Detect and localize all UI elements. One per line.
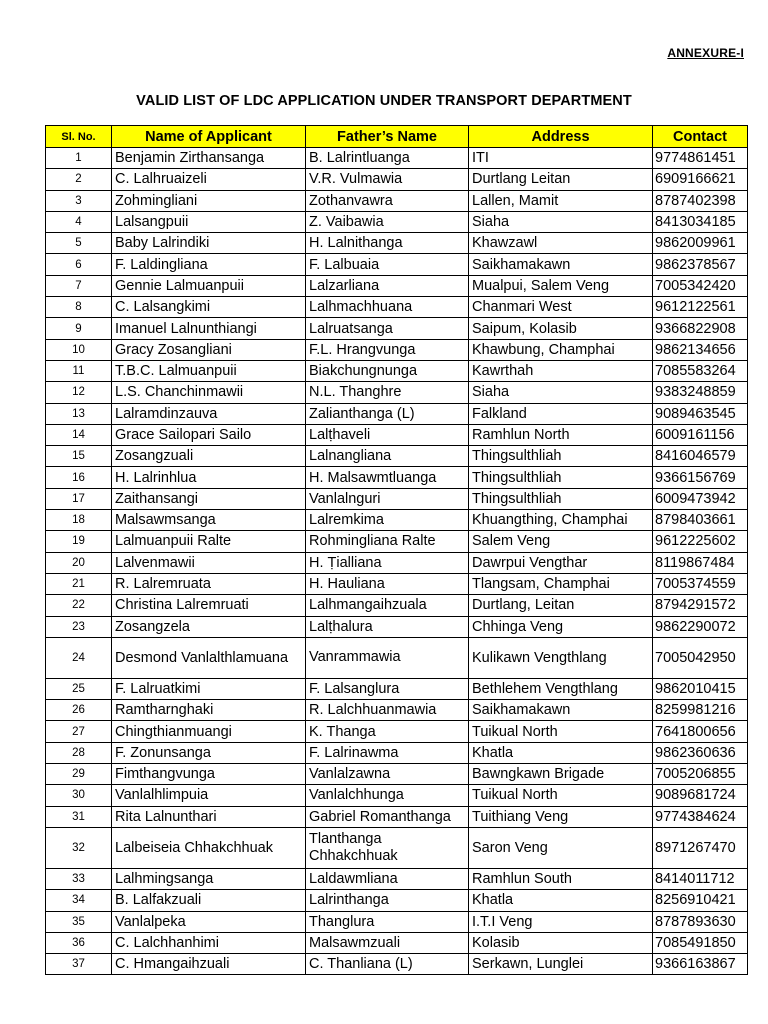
cell-address: Thingsulthliah (469, 467, 653, 488)
cell-address: I.T.I Veng (469, 911, 653, 932)
cell-contact: 9612122561 (653, 297, 748, 318)
cell-sl-no: 14 (46, 424, 112, 445)
cell-applicant-name: Desmond Vanlalthlamuana (112, 637, 306, 678)
table-row (46, 742, 748, 763)
document-title: VALID LIST OF LDC APPLICATION UNDER TRANSPORT DEPARTMENT (136, 93, 632, 109)
cell-contact: 9862360636 (653, 742, 748, 763)
cell-sl-no: 24 (46, 637, 112, 678)
cell-sl-no: 10 (46, 339, 112, 360)
column-header-sl-no: Sl. No. (46, 126, 112, 148)
cell-applicant-name: Christina Lalremruati (112, 595, 306, 616)
cell-sl-no: 22 (46, 595, 112, 616)
cell-address: Khawbung, Champhai (469, 339, 653, 360)
cell-father-name: Biakchungnunga (306, 360, 469, 381)
applicant-table (45, 125, 748, 975)
table-body (46, 148, 748, 975)
cell-sl-no: 33 (46, 868, 112, 889)
cell-applicant-name: L.S. Chanchinmawii (112, 382, 306, 403)
table-row (46, 531, 748, 552)
cell-address: Siaha (469, 211, 653, 232)
table-row (46, 764, 748, 785)
table-row (46, 148, 748, 169)
table-row (46, 382, 748, 403)
cell-sl-no: 30 (46, 785, 112, 806)
cell-contact: 9862010415 (653, 678, 748, 699)
cell-contact: 8787402398 (653, 190, 748, 211)
cell-applicant-name: Vanlalhlimpuia (112, 785, 306, 806)
cell-sl-no: 19 (46, 531, 112, 552)
table-row (46, 169, 748, 190)
cell-sl-no: 29 (46, 764, 112, 785)
cell-father-name: H. Hauliana (306, 573, 469, 594)
cell-applicant-name: R. Lalremruata (112, 573, 306, 594)
cell-address: Falkland (469, 403, 653, 424)
cell-address: Mualpui, Salem Veng (469, 275, 653, 296)
cell-address: Khatla (469, 742, 653, 763)
cell-sl-no: 2 (46, 169, 112, 190)
cell-father-name: R. Lalchhuanmawia (306, 700, 469, 721)
cell-applicant-name: Fimthangvunga (112, 764, 306, 785)
column-header-father: Father’s Name (306, 126, 469, 148)
table-row (46, 424, 748, 445)
cell-applicant-name: Lalhmingsanga (112, 868, 306, 889)
cell-address: Chanmari West (469, 297, 653, 318)
table-row (46, 211, 748, 232)
cell-address: Khawzawl (469, 233, 653, 254)
cell-address: Ramhlun South (469, 868, 653, 889)
cell-sl-no: 32 (46, 827, 112, 868)
cell-address: ITI (469, 148, 653, 169)
cell-address: Serkawn, Lunglei (469, 954, 653, 975)
table-row (46, 275, 748, 296)
cell-contact: 8416046579 (653, 446, 748, 467)
cell-contact: 9862290072 (653, 616, 748, 637)
cell-contact: 9089463545 (653, 403, 748, 424)
table-row (46, 297, 748, 318)
cell-contact: 8798403661 (653, 510, 748, 531)
cell-applicant-name: Lalvenmawii (112, 552, 306, 573)
cell-applicant-name: H. Lalrinhlua (112, 467, 306, 488)
cell-address: Ramhlun North (469, 424, 653, 445)
table-row (46, 190, 748, 211)
cell-address: Kawrthah (469, 360, 653, 381)
table-row (46, 552, 748, 573)
cell-address: Siaha (469, 382, 653, 403)
cell-address: Lallen, Mamit (469, 190, 653, 211)
cell-applicant-name: Imanuel Lalnunthiangi (112, 318, 306, 339)
table-row (46, 890, 748, 911)
cell-sl-no: 31 (46, 806, 112, 827)
cell-sl-no: 20 (46, 552, 112, 573)
table-row (46, 510, 748, 531)
cell-applicant-name: Zohmingliani (112, 190, 306, 211)
cell-applicant-name: Benjamin Zirthansanga (112, 148, 306, 169)
cell-sl-no: 1 (46, 148, 112, 169)
cell-applicant-name: Lalsangpuii (112, 211, 306, 232)
table-row (46, 827, 748, 868)
cell-sl-no: 28 (46, 742, 112, 763)
cell-sl-no: 16 (46, 467, 112, 488)
cell-applicant-name: F. Zonunsanga (112, 742, 306, 763)
cell-contact: 9862378567 (653, 254, 748, 275)
column-header-contact: Contact (653, 126, 748, 148)
cell-contact: 7641800656 (653, 721, 748, 742)
cell-applicant-name: Lalmuanpuii Ralte (112, 531, 306, 552)
cell-address: Thingsulthliah (469, 446, 653, 467)
cell-sl-no: 18 (46, 510, 112, 531)
cell-father-name: Lalzarliana (306, 275, 469, 296)
cell-father-name: N.L. Thanghre (306, 382, 469, 403)
table-row (46, 360, 748, 381)
table-row (46, 233, 748, 254)
cell-applicant-name: Zosangzuali (112, 446, 306, 467)
cell-sl-no: 34 (46, 890, 112, 911)
table-row (46, 573, 748, 594)
cell-applicant-name: Malsawmsanga (112, 510, 306, 531)
cell-address: Tuithiang Veng (469, 806, 653, 827)
cell-applicant-name: Chingthianmuangi (112, 721, 306, 742)
cell-contact: 7085583264 (653, 360, 748, 381)
cell-address: Bawngkawn Brigade (469, 764, 653, 785)
cell-contact: 8414011712 (653, 868, 748, 889)
table-row (46, 678, 748, 699)
cell-father-name: Lalnangliana (306, 446, 469, 467)
cell-father-name: C. Thanliana (L) (306, 954, 469, 975)
column-header-name: Name of Applicant (112, 126, 306, 148)
cell-sl-no: 11 (46, 360, 112, 381)
cell-father-name: Lalhmachhuana (306, 297, 469, 318)
cell-father-name: Gabriel Romanthanga (306, 806, 469, 827)
table-row (46, 467, 748, 488)
cell-applicant-name: Zaithansangi (112, 488, 306, 509)
cell-contact: 6009161156 (653, 424, 748, 445)
cell-applicant-name: B. Lalfakzuali (112, 890, 306, 911)
cell-contact: 8119867484 (653, 552, 748, 573)
cell-contact: 6909166621 (653, 169, 748, 190)
cell-sl-no: 9 (46, 318, 112, 339)
cell-applicant-name: Rita Lalnunthari (112, 806, 306, 827)
table-row (46, 911, 748, 932)
cell-address: Khatla (469, 890, 653, 911)
table-header-row (46, 126, 748, 148)
cell-applicant-name: Gracy Zosangliani (112, 339, 306, 360)
table-row (46, 318, 748, 339)
table-row (46, 721, 748, 742)
cell-address: Khuangthing, Champhai (469, 510, 653, 531)
cell-contact: 7085491850 (653, 932, 748, 953)
cell-contact: 8256910421 (653, 890, 748, 911)
cell-address: Dawrpui Vengthar (469, 552, 653, 573)
cell-address: Tlangsam, Champhai (469, 573, 653, 594)
cell-address: Saron Veng (469, 827, 653, 868)
cell-applicant-name: Vanlalpeka (112, 911, 306, 932)
cell-contact: 9774384624 (653, 806, 748, 827)
cell-address: Kolasib (469, 932, 653, 953)
cell-father-name: B. Lalrintluanga (306, 148, 469, 169)
cell-contact: 6009473942 (653, 488, 748, 509)
cell-applicant-name: Grace Sailopari Sailo (112, 424, 306, 445)
table-row (46, 595, 748, 616)
cell-father-name: H. Malsawmtluanga (306, 467, 469, 488)
cell-father-name: Vanrammawia (306, 637, 469, 678)
cell-contact: 8971267470 (653, 827, 748, 868)
cell-sl-no: 17 (46, 488, 112, 509)
cell-sl-no: 8 (46, 297, 112, 318)
cell-applicant-name: T.B.C. Lalmuanpuii (112, 360, 306, 381)
cell-contact: 9862134656 (653, 339, 748, 360)
cell-father-name: F. Lalsanglura (306, 678, 469, 699)
cell-contact: 8787893630 (653, 911, 748, 932)
cell-address: Chhinga Veng (469, 616, 653, 637)
cell-contact: 9612225602 (653, 531, 748, 552)
cell-applicant-name: F. Laldingliana (112, 254, 306, 275)
cell-applicant-name: Gennie Lalmuanpuii (112, 275, 306, 296)
cell-applicant-name: C. Lalhruaizeli (112, 169, 306, 190)
cell-contact: 8794291572 (653, 595, 748, 616)
cell-sl-no: 5 (46, 233, 112, 254)
cell-applicant-name: C. Lalsangkimi (112, 297, 306, 318)
cell-father-name: Vanlalzawna (306, 764, 469, 785)
cell-father-name: Lalhmangaihzuala (306, 595, 469, 616)
cell-contact: 7005206855 (653, 764, 748, 785)
cell-address: Bethlehem Vengthlang (469, 678, 653, 699)
cell-contact: 8259981216 (653, 700, 748, 721)
cell-applicant-name: Zosangzela (112, 616, 306, 637)
cell-contact: 9366163867 (653, 954, 748, 975)
table-row (46, 954, 748, 975)
cell-contact: 7005042950 (653, 637, 748, 678)
table-row (46, 932, 748, 953)
cell-address: Saikhamakawn (469, 700, 653, 721)
cell-father-name: Zothanvawra (306, 190, 469, 211)
cell-applicant-name: C. Hmangaihzuali (112, 954, 306, 975)
cell-address: Tuikual North (469, 721, 653, 742)
table-row (46, 446, 748, 467)
cell-father-name: K. Thanga (306, 721, 469, 742)
cell-applicant-name: Lalbeiseia Chhakchhuak (112, 827, 306, 868)
cell-father-name: Lalremkima (306, 510, 469, 531)
cell-applicant-name: Ramtharnghaki (112, 700, 306, 721)
table-row (46, 806, 748, 827)
cell-father-name: F. Lalrinawma (306, 742, 469, 763)
cell-father-name: Lalruatsanga (306, 318, 469, 339)
cell-father-name: Malsawmzuali (306, 932, 469, 953)
table-row (46, 637, 748, 678)
cell-sl-no: 25 (46, 678, 112, 699)
cell-contact: 9366822908 (653, 318, 748, 339)
cell-sl-no: 27 (46, 721, 112, 742)
cell-contact: 8413034185 (653, 211, 748, 232)
cell-applicant-name: C. Lalchhanhimi (112, 932, 306, 953)
table-row (46, 403, 748, 424)
cell-father-name: Z. Vaibawia (306, 211, 469, 232)
cell-contact: 9366156769 (653, 467, 748, 488)
table-row (46, 488, 748, 509)
cell-address: Tuikual North (469, 785, 653, 806)
cell-sl-no: 7 (46, 275, 112, 296)
table-row (46, 339, 748, 360)
cell-contact: 9774861451 (653, 148, 748, 169)
cell-father-name: Lalṭhalura (306, 616, 469, 637)
cell-address: Durtlang Leitan (469, 169, 653, 190)
cell-contact: 9862009961 (653, 233, 748, 254)
cell-father-name: H. Ṭialliana (306, 552, 469, 573)
cell-sl-no: 26 (46, 700, 112, 721)
cell-father-name: F.L. Hrangvunga (306, 339, 469, 360)
table-row (46, 868, 748, 889)
cell-address: Durtlang, Leitan (469, 595, 653, 616)
cell-address: Saipum, Kolasib (469, 318, 653, 339)
cell-sl-no: 21 (46, 573, 112, 594)
table-row (46, 254, 748, 275)
cell-sl-no: 36 (46, 932, 112, 953)
cell-father-name: F. Lalbuaia (306, 254, 469, 275)
table-row (46, 616, 748, 637)
cell-contact: 9383248859 (653, 382, 748, 403)
cell-sl-no: 35 (46, 911, 112, 932)
cell-father-name: Lalrinthanga (306, 890, 469, 911)
cell-contact: 9089681724 (653, 785, 748, 806)
cell-address: Thingsulthliah (469, 488, 653, 509)
cell-contact: 7005342420 (653, 275, 748, 296)
cell-sl-no: 13 (46, 403, 112, 424)
cell-sl-no: 3 (46, 190, 112, 211)
cell-father-name: V.R. Vulmawia (306, 169, 469, 190)
cell-father-name: Rohmingliana Ralte (306, 531, 469, 552)
cell-contact: 7005374559 (653, 573, 748, 594)
cell-sl-no: 4 (46, 211, 112, 232)
cell-sl-no: 23 (46, 616, 112, 637)
table-row (46, 700, 748, 721)
cell-father-name: Zalianthanga (L) (306, 403, 469, 424)
cell-father-name: Vanlalchhunga (306, 785, 469, 806)
cell-sl-no: 12 (46, 382, 112, 403)
cell-address: Kulikawn Vengthlang (469, 637, 653, 678)
annexure-label: ANNEXURE-I (667, 46, 744, 60)
cell-sl-no: 37 (46, 954, 112, 975)
cell-father-name: Thanglura (306, 911, 469, 932)
cell-applicant-name: Baby Lalrindiki (112, 233, 306, 254)
cell-applicant-name: F. Lalruatkimi (112, 678, 306, 699)
cell-father-name: H. Lalnithanga (306, 233, 469, 254)
cell-father-name: Vanlalnguri (306, 488, 469, 509)
cell-father-name: Laldawmliana (306, 868, 469, 889)
table-row (46, 785, 748, 806)
cell-applicant-name: Lalramdinzauva (112, 403, 306, 424)
cell-address: Salem Veng (469, 531, 653, 552)
cell-father-name: Lalṭhaveli (306, 424, 469, 445)
column-header-address: Address (469, 126, 653, 148)
cell-father-name: Tlanthanga Chhakchhuak (306, 827, 469, 868)
cell-address: Saikhamakawn (469, 254, 653, 275)
cell-sl-no: 15 (46, 446, 112, 467)
cell-sl-no: 6 (46, 254, 112, 275)
